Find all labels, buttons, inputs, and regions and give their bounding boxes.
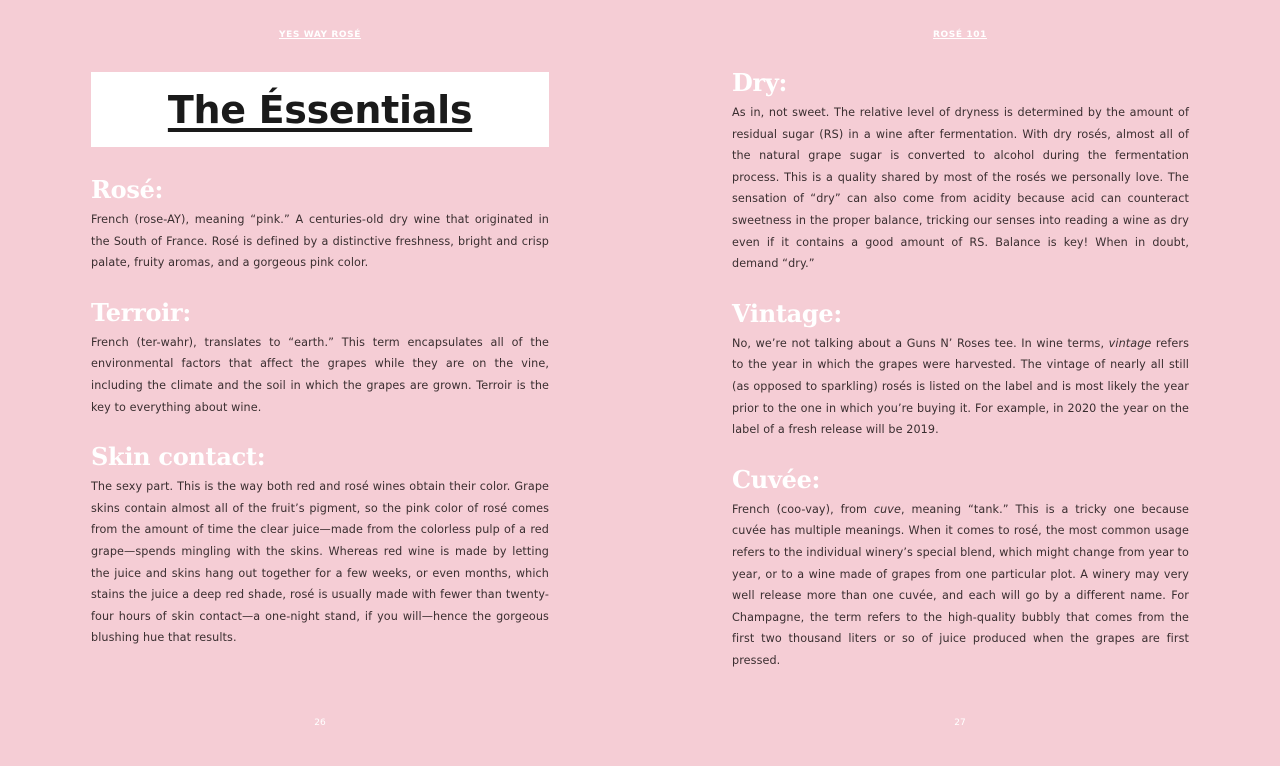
glossary-entry-skin-contact <box>91 442 549 649</box>
right-page <box>640 0 1280 766</box>
term-heading: Terroir: <box>91 297 191 327</box>
term-definition: The sexy part. This is the way both red and rosé wines obtain their color. Grape skins contain almost all of the fruit’s pigment, so the pink color of rosé comes from the amount of time the clear juice—made from the colorless pulp of a red grape—spends mingling with the skins. Whereas red wine is made by letting the juice and skins hang out together for a few weeks, or even months, which stains the juice a deep red shade, rosé is usually made with fewer than twenty-four hours of skin contact—a one-night stand, if you will—hence the gorgeous blushing hue that results. <box>91 480 549 645</box>
term-heading: Dry: <box>732 68 788 97</box>
definition-text: refers to the year in which the grapes were harvested. The vintage of nearly all still (as opposed to sparkling) rosés is listed on the label and is most likely the year prior to the one in which you’re buying it. For example, in 2020 the year on the label of a fresh release will be 2019. <box>732 336 1190 437</box>
term-definition <box>732 499 1189 672</box>
title-box <box>91 72 549 147</box>
term-definition <box>732 333 1189 441</box>
glossary-entry-rose <box>91 175 549 274</box>
term-heading: Skin contact: <box>91 442 266 472</box>
definition-emphasis: vintage <box>1108 336 1152 350</box>
term-heading: Rosé: <box>91 175 164 204</box>
term-definition: As in, not sweet. The relative level of dryness is determined by the amount of residual sugar (RS) in a wine after fermentation. With dry rosés, almost all of the natural grape sugar is converted to alcohol during the fermentation process. This is a quality shared by most of the rosés we personally love. The sensation of “dry” can also come from acidity because acid can counteract sweetness in the proper balance, tricking our senses into reading a wine as dry even if it contains a good amount of RS. Balance is key! When in doubt, demand “dry.” <box>732 106 1189 271</box>
definition-text: No, we’re not talking about a Guns N’ Roses tee. In wine terms, <box>732 336 1109 350</box>
running-head-left: YES WAY ROSÉ <box>279 30 361 40</box>
left-page-content <box>91 72 549 673</box>
glossary-entry-dry <box>732 68 1189 275</box>
term-definition: French (rose-AY), meaning “pink.” A centuries-old dry wine that originated in the South of France. Rosé is defined by a distinctive freshness, bright and crisp palate, fruity aromas, and a gorgeous pink color. <box>91 213 549 270</box>
term-heading: Cuvée: <box>732 464 821 494</box>
definition-text: French (coo-vay), from <box>732 502 874 516</box>
glossary-entry-vintage <box>732 299 1189 441</box>
page-number-right: 27 <box>954 718 966 728</box>
glossary-entry-cuvee <box>732 465 1189 672</box>
glossary-entry-terroir <box>91 298 549 418</box>
page-title: The Éssentials <box>167 87 473 132</box>
term-heading: Vintage: <box>732 298 842 328</box>
right-page-content <box>732 68 1189 695</box>
page-number-left: 26 <box>314 718 326 728</box>
definition-emphasis: cuve <box>873 502 901 516</box>
term-definition: French (ter-wahr), translates to “earth.” This term encapsulates all of the environmental factors that affect the grapes while they are on the vine, including the climate and the soil in which the grapes are grown. Terroir is the key to everything about wine. <box>91 335 549 414</box>
definition-text: , meaning “tank.” This is a tricky one because cuvée has multiple meanings. When it comes to rosé, the most common usage refers to the individual winery’s special blend, which might change from year to year, or to a wine made of grapes from one particular plot. A winery may very well release more than one cuvée, and each will go by a different name. For Champagne, the term refers to the high-quality bubbly that comes from the first two thousand liters or so of juice produced when the grapes are first pressed. <box>732 502 1190 667</box>
running-head-right: ROSÉ 101 <box>933 30 987 40</box>
